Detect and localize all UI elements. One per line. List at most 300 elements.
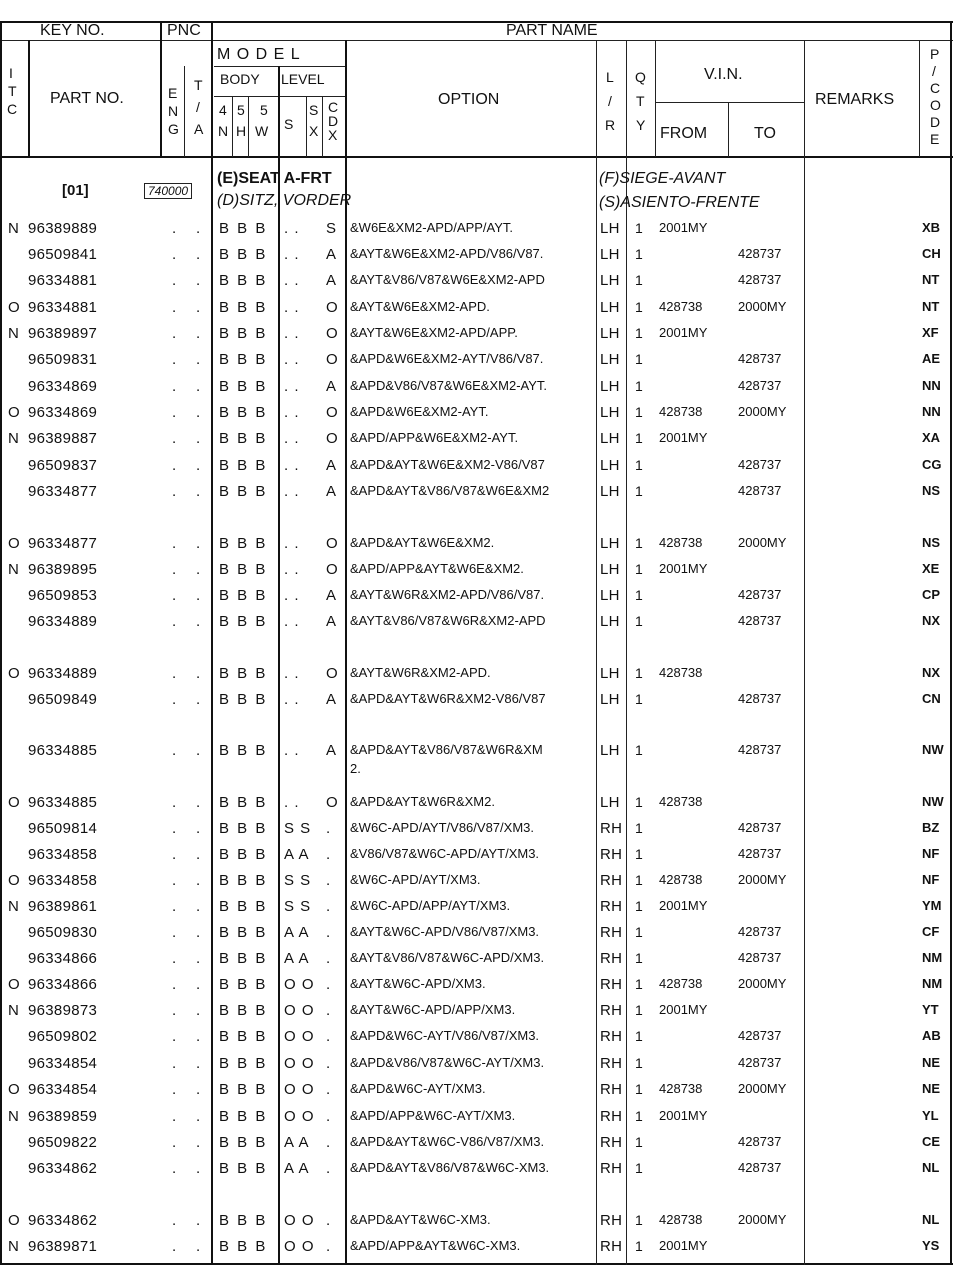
table-row <box>0 1077 953 1103</box>
row-eng: . <box>172 613 177 630</box>
table-row <box>0 400 953 426</box>
row-body: B B B <box>219 404 268 421</box>
row-part-no: 96334866 <box>28 950 98 967</box>
header-level-d: D <box>328 113 339 129</box>
row-lr: RH <box>600 898 623 915</box>
row-level: . . <box>284 561 300 578</box>
row-body: B B B <box>219 742 268 759</box>
row-cdx: . <box>326 1055 331 1072</box>
header-itc-2: T <box>8 83 17 99</box>
row-cdx: A <box>326 742 337 759</box>
row-pcode: NF <box>922 872 940 887</box>
row-cdx: . <box>326 1238 331 1255</box>
table-row <box>0 426 953 452</box>
row-option: &APD&W6E&XM2-AYT/V86/V87. <box>350 351 544 366</box>
row-part-no: 96334858 <box>28 872 98 889</box>
row-qty: 1 <box>635 351 643 367</box>
row-ta: . <box>196 1238 201 1255</box>
row-body: B B B <box>219 299 268 316</box>
row-part-no: 96334858 <box>28 846 98 863</box>
row-body: B B B <box>219 1081 268 1098</box>
row-lr: LH <box>600 794 620 811</box>
row-ta: . <box>196 535 201 552</box>
row-qty: 1 <box>635 1081 643 1097</box>
header-to: TO <box>754 125 776 142</box>
row-body: B B B <box>219 872 268 889</box>
row-from: 428738 <box>659 299 703 314</box>
row-ta: . <box>196 742 201 759</box>
row-qty: 1 <box>635 1212 643 1228</box>
row-pcode: NX <box>922 613 941 628</box>
row-eng: . <box>172 976 177 993</box>
row-part-no: 96389871 <box>28 1238 98 1255</box>
row-cdx: O <box>326 325 338 342</box>
row-itc: O <box>8 299 20 316</box>
row-qty: 1 <box>635 535 643 551</box>
row-eng: . <box>172 1212 177 1229</box>
row-cdx: A <box>326 691 337 708</box>
row-lr: LH <box>600 587 620 604</box>
table-row <box>0 842 953 868</box>
row-ta: . <box>196 430 201 447</box>
row-ta: . <box>196 378 201 395</box>
row-ta: . <box>196 665 201 682</box>
row-level: . . <box>284 742 300 759</box>
row-lr: RH <box>600 1081 623 1098</box>
row-cdx: . <box>326 898 331 915</box>
row-part-no: 96509830 <box>28 924 98 941</box>
header-ta-3: A <box>194 121 204 137</box>
header-level: LEVEL <box>281 71 325 87</box>
row-eng: . <box>172 691 177 708</box>
row-option: &AYT&V86/V87&W6E&XM2-APD <box>350 272 545 287</box>
row-option: &APD/APP&AYT&W6E&XM2. <box>350 561 524 576</box>
row-ta: . <box>196 898 201 915</box>
row-to: 2000MY <box>738 299 787 314</box>
row-level: . . <box>284 404 300 421</box>
header-body-5b: 5 <box>260 102 268 118</box>
row-ta: . <box>196 1108 201 1125</box>
row-level: . . <box>284 430 300 447</box>
table-row <box>0 268 953 294</box>
row-lr: RH <box>600 1160 623 1177</box>
header-level-sx-x: X <box>309 123 319 139</box>
row-body: B B B <box>219 1238 268 1255</box>
group-name-s: (S)ASIENTO-FRENTE <box>599 194 760 211</box>
row-ta: . <box>196 404 201 421</box>
row-cdx: A <box>326 378 337 395</box>
col-line-from <box>728 102 729 157</box>
row-ta: . <box>196 457 201 474</box>
row-qty: 1 <box>635 665 643 681</box>
row-level: . . <box>284 378 300 395</box>
row-part-no: 96334877 <box>28 483 98 500</box>
row-to: 428737 <box>738 691 782 706</box>
row-pcode: CP <box>922 587 941 602</box>
row-cdx: A <box>326 613 337 630</box>
row-qty: 1 <box>635 246 643 262</box>
row-pcode: CH <box>922 246 941 261</box>
row-to: 428737 <box>738 378 782 393</box>
row-pcode: NF <box>922 846 940 861</box>
row-eng: . <box>172 430 177 447</box>
row-option: &APD&V86/V87&W6C-AYT/XM3. <box>350 1055 545 1070</box>
row-qty: 1 <box>635 924 643 940</box>
row-pcode: YM <box>922 898 942 913</box>
row-level: O O <box>284 1028 315 1045</box>
row-pcode: CN <box>922 691 941 706</box>
row-body: B B B <box>219 561 268 578</box>
row-eng: . <box>172 794 177 811</box>
header-part-no: PART NO. <box>50 90 124 107</box>
row-part-no: 96334854 <box>28 1055 98 1072</box>
row-level: O O <box>284 1238 315 1255</box>
row-cdx: S <box>326 220 337 237</box>
row-itc: N <box>8 220 20 237</box>
row-cdx: . <box>326 872 331 889</box>
row-part-no: 96334862 <box>28 1212 98 1229</box>
row-part-no: 96509802 <box>28 1028 98 1045</box>
row-ta: . <box>196 1212 201 1229</box>
row-part-no: 96509822 <box>28 1134 98 1151</box>
header-lr-3: R <box>605 117 616 133</box>
row-level: O O <box>284 1055 315 1072</box>
group-name-f: (F)SIEGE-AVANT <box>599 170 726 187</box>
row-body: B B B <box>219 587 268 604</box>
row-option: &APD&AYT&W6C-V86/V87/XM3. <box>350 1134 545 1149</box>
row-itc: O <box>8 665 20 682</box>
row-qty: 1 <box>635 483 643 499</box>
row-option: &AYT&W6R&XM2-APD/V86/V87. <box>350 587 545 602</box>
row-pcode: YL <box>922 1108 939 1123</box>
row-lr: LH <box>600 483 620 500</box>
row-body: B B B <box>219 535 268 552</box>
row-pcode: NE <box>922 1081 941 1096</box>
row-qty: 1 <box>635 950 643 966</box>
row-option: &AYT&W6E&XM2-APD. <box>350 299 490 314</box>
row-ta: . <box>196 976 201 993</box>
row-eng: . <box>172 483 177 500</box>
row-pcode: NT <box>922 272 940 287</box>
row-ta: . <box>196 1134 201 1151</box>
row-pcode: AE <box>922 351 941 366</box>
row-ta: . <box>196 272 201 289</box>
row-to: 2000MY <box>738 404 787 419</box>
row-lr: LH <box>600 351 620 368</box>
row-eng: . <box>172 325 177 342</box>
row-level: . . <box>284 325 300 342</box>
table-row <box>0 1208 953 1234</box>
row-lr: RH <box>600 950 623 967</box>
row-level: O O <box>284 1212 315 1229</box>
row-cdx: O <box>326 299 338 316</box>
header-pcode-3: C <box>930 80 941 96</box>
row-pcode: XA <box>922 430 941 445</box>
row-cdx: A <box>326 272 337 289</box>
table-row <box>0 374 953 400</box>
header-pcode-6: E <box>930 131 940 147</box>
header-ta-2: / <box>196 99 200 115</box>
row-lr: RH <box>600 872 623 889</box>
row-pcode: NL <box>922 1160 940 1175</box>
header-lr-1: L <box>606 69 614 85</box>
row-to: 428737 <box>738 483 782 498</box>
row-body: B B B <box>219 820 268 837</box>
row-to: 2000MY <box>738 535 787 550</box>
col-line-qty <box>655 40 656 157</box>
header-remarks: REMARKS <box>815 91 895 108</box>
row-option: &APD&AYT&W6E&XM2-V86/V87 <box>350 457 545 472</box>
row-itc: O <box>8 872 20 889</box>
row-option: &APD&AYT&W6R&XM2-V86/V87 <box>350 691 546 706</box>
row-qty: 1 <box>635 691 643 707</box>
table-row <box>0 295 953 321</box>
row-level: . . <box>284 691 300 708</box>
row-itc: O <box>8 794 20 811</box>
table-row <box>0 1104 953 1130</box>
row-lr: LH <box>600 665 620 682</box>
table-row <box>0 321 953 347</box>
row-qty: 1 <box>635 561 643 577</box>
col-line-b2 <box>248 96 249 157</box>
row-part-no: 96509849 <box>28 691 98 708</box>
col-line-pnc-l <box>160 21 162 157</box>
row-ta: . <box>196 325 201 342</box>
row-cdx: A <box>326 483 337 500</box>
row-eng: . <box>172 1238 177 1255</box>
row-part-no: 96389895 <box>28 561 98 578</box>
row-qty: 1 <box>635 742 643 758</box>
header-pcode-2: / <box>932 63 936 79</box>
row-to: 428737 <box>738 1134 782 1149</box>
row-from: 2001MY <box>659 325 708 340</box>
row-lr: LH <box>600 272 620 289</box>
row-level: S S <box>284 872 312 889</box>
row-from: 428738 <box>659 1212 703 1227</box>
row-itc: O <box>8 404 20 421</box>
row-level: O O <box>284 1002 315 1019</box>
row-from: 2001MY <box>659 561 708 576</box>
row-eng: . <box>172 561 177 578</box>
row-to: 428737 <box>738 924 782 939</box>
row-pcode: YS <box>922 1238 940 1253</box>
row-itc: N <box>8 325 20 342</box>
header-body: BODY <box>220 71 260 87</box>
row-ta: . <box>196 846 201 863</box>
row-qty: 1 <box>635 898 643 914</box>
row-qty: 1 <box>635 976 643 992</box>
row-part-no: 96509841 <box>28 246 98 263</box>
row-cdx: O <box>326 535 338 552</box>
row-body: B B B <box>219 272 268 289</box>
row-eng: . <box>172 1081 177 1098</box>
table-row <box>0 216 953 242</box>
row-lr: LH <box>600 691 620 708</box>
table-row <box>0 531 953 557</box>
row-option: &APD&V86/V87&W6E&XM2-AYT. <box>350 378 548 393</box>
row-ta: . <box>196 246 201 263</box>
row-from: 2001MY <box>659 898 708 913</box>
row-qty: 1 <box>635 272 643 288</box>
row-lr: RH <box>600 820 623 837</box>
row-qty: 1 <box>635 587 643 603</box>
row-eng: . <box>172 846 177 863</box>
table-row <box>0 609 953 635</box>
row-ta: . <box>196 1055 201 1072</box>
header-body-4: 4 <box>219 102 227 118</box>
row-pcode: XB <box>922 220 941 235</box>
row-ta: . <box>196 483 201 500</box>
row-cdx: . <box>326 950 331 967</box>
row-level: . . <box>284 457 300 474</box>
row-part-no: 96509837 <box>28 457 98 474</box>
row-body: B B B <box>219 430 268 447</box>
row-body: B B B <box>219 1055 268 1072</box>
row-option: &APD&AYT&V86/V87&W6C-XM3. <box>350 1160 550 1175</box>
row-to: 428737 <box>738 613 782 628</box>
row-option: &APD&AYT&V86/V87&W6R&XM <box>350 742 543 757</box>
row-from: 428738 <box>659 794 703 809</box>
table-row <box>0 738 953 776</box>
row-itc: N <box>8 561 20 578</box>
row-body: B B B <box>219 1002 268 1019</box>
row-cdx: O <box>326 430 338 447</box>
row-eng: . <box>172 898 177 915</box>
row-option: &AYT&W6C-APD/XM3. <box>350 976 486 991</box>
row-qty: 1 <box>635 457 643 473</box>
row-pcode: NS <box>922 483 941 498</box>
row-ta: . <box>196 1028 201 1045</box>
row-part-no: 96509814 <box>28 820 98 837</box>
table-row <box>0 1051 953 1077</box>
row-lr: LH <box>600 613 620 630</box>
group-key: [01] <box>62 182 89 199</box>
row-body: B B B <box>219 483 268 500</box>
row-part-no: 96334881 <box>28 299 98 316</box>
table-row <box>0 998 953 1024</box>
row-body: B B B <box>219 924 268 941</box>
header-lr-2: / <box>608 93 612 109</box>
row-lr: LH <box>600 378 620 395</box>
row-level: O O <box>284 1081 315 1098</box>
header-eng-1: E <box>168 85 178 101</box>
row-body: B B B <box>219 665 268 682</box>
row-cdx: . <box>326 976 331 993</box>
header-ta-1: T <box>194 77 203 93</box>
header-level-s: S <box>284 116 294 132</box>
table-row <box>0 479 953 505</box>
row-lr: RH <box>600 1055 623 1072</box>
row-cdx: A <box>326 246 337 263</box>
row-option: &W6C-APD/APP/AYT/XM3. <box>350 898 511 913</box>
row-from: 2001MY <box>659 1002 708 1017</box>
row-ta: . <box>196 950 201 967</box>
row-option: &APD&AYT&W6R&XM2. <box>350 794 495 809</box>
model-rule <box>214 66 346 67</box>
row-lr: LH <box>600 299 620 316</box>
table-row <box>0 1024 953 1050</box>
row-from: 428738 <box>659 665 703 680</box>
row-qty: 1 <box>635 872 643 888</box>
group-name-d: (D)SITZ, VORDER <box>217 192 352 209</box>
row-part-no: 96509831 <box>28 351 98 368</box>
row-to: 428737 <box>738 246 782 261</box>
row-option-continued: 2. <box>350 761 361 776</box>
header-pnc: PNC <box>167 22 201 39</box>
row-itc: N <box>8 430 20 447</box>
row-body: B B B <box>219 1160 268 1177</box>
row-itc: O <box>8 976 20 993</box>
header-key-no: KEY NO. <box>40 22 105 39</box>
row-part-no: 96334885 <box>28 794 98 811</box>
row-eng: . <box>172 272 177 289</box>
row-part-no: 96334854 <box>28 1081 98 1098</box>
row-pcode: NT <box>922 299 940 314</box>
row-part-no: 96334869 <box>28 404 98 421</box>
row-from: 2001MY <box>659 1238 708 1253</box>
row-lr: LH <box>600 457 620 474</box>
header-option: OPTION <box>438 91 500 108</box>
row-qty: 1 <box>635 846 643 862</box>
col-line-eng <box>184 66 185 157</box>
row-part-no: 96334862 <box>28 1160 98 1177</box>
row-qty: 1 <box>635 820 643 836</box>
row-to: 428737 <box>738 457 782 472</box>
row-lr: LH <box>600 246 620 263</box>
row-level: A A <box>284 1160 310 1177</box>
col-line-b1 <box>232 96 233 157</box>
row-cdx: O <box>326 351 338 368</box>
row-option: &AYT&W6C-APD/APP/XM3. <box>350 1002 516 1017</box>
row-pcode: NX <box>922 665 941 680</box>
row-level: A A <box>284 1134 310 1151</box>
row-level: . . <box>284 483 300 500</box>
row-part-no: 96389873 <box>28 1002 98 1019</box>
table-row <box>0 1234 953 1260</box>
table-row <box>0 557 953 583</box>
row-ta: . <box>196 820 201 837</box>
row-from: 2001MY <box>659 1108 708 1123</box>
row-eng: . <box>172 299 177 316</box>
row-eng: . <box>172 220 177 237</box>
row-qty: 1 <box>635 1238 643 1254</box>
row-body: B B B <box>219 1134 268 1151</box>
row-pcode: NM <box>922 976 943 991</box>
row-lr: RH <box>600 1212 623 1229</box>
row-part-no: 96334866 <box>28 976 98 993</box>
row-to: 428737 <box>738 272 782 287</box>
row-pcode: CF <box>922 924 940 939</box>
row-to: 2000MY <box>738 1212 787 1227</box>
row-level: A A <box>284 950 310 967</box>
table-row <box>0 816 953 842</box>
row-level: O O <box>284 1108 315 1125</box>
row-lr: RH <box>600 1028 623 1045</box>
row-ta: . <box>196 872 201 889</box>
row-cdx: O <box>326 665 338 682</box>
header-qty-1: Q <box>635 69 646 85</box>
row-option: &APD&AYT&V86/V87&W6E&XM2 <box>350 483 550 498</box>
table-row <box>0 347 953 373</box>
header-rule-1 <box>0 40 953 41</box>
row-body: B B B <box>219 378 268 395</box>
row-body: B B B <box>219 1212 268 1229</box>
row-pcode: NL <box>922 1212 940 1227</box>
row-cdx: . <box>326 1002 331 1019</box>
row-level: . . <box>284 246 300 263</box>
table-row <box>0 242 953 268</box>
row-part-no: 96334881 <box>28 272 98 289</box>
